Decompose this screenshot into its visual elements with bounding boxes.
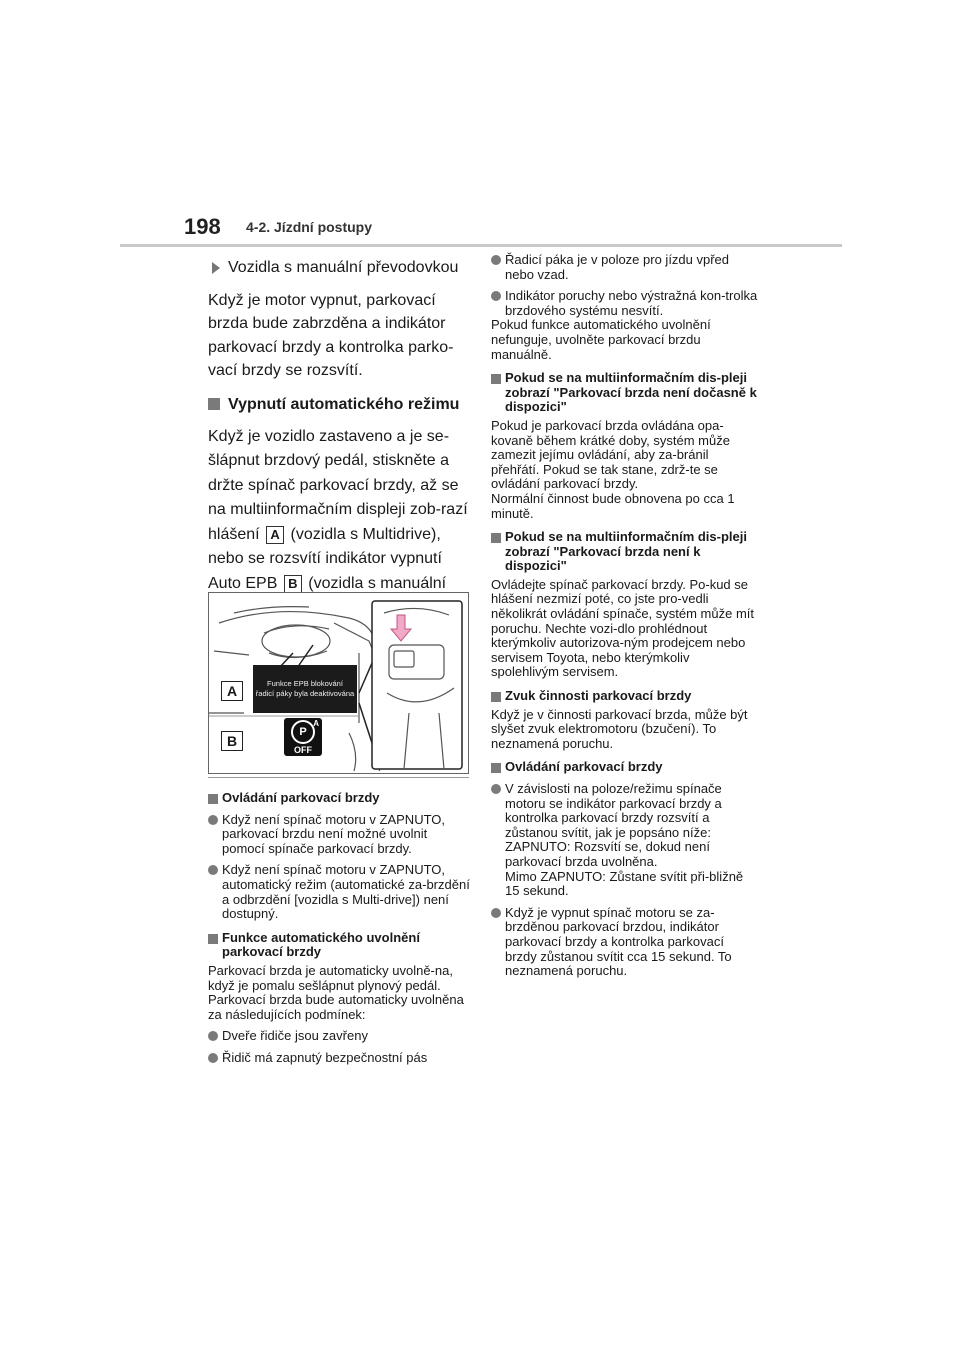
message-line: Funkce EPB blokování xyxy=(267,679,343,688)
list-item xyxy=(491,289,759,318)
heading-text: Zvuk činnosti parkovací brzdy xyxy=(505,688,692,704)
round-bullet-icon xyxy=(491,255,501,265)
round-bullet-icon xyxy=(491,784,501,794)
round-bullet-icon xyxy=(208,1053,218,1063)
paragraph-part: (vozidla s Multidrive), nebo se rozsvítí indikátor vypnutí Auto EPB xyxy=(208,525,442,592)
list-item xyxy=(208,1051,470,1066)
list-item-text: Když je vypnut spínač motoru se za-brzděnou parkovací brzdou, indikátor parkovací brzdy a kontrolka parkovací brzdy zůstanou svítit cca 15 sekund. To neznamená poruchu. xyxy=(505,904,732,979)
figure-label-a: A xyxy=(221,681,243,701)
list-item-text: Dveře řidiče jsou zavřeny xyxy=(222,1028,368,1044)
paragraph: Parkovací brzda je automaticky uvolně-na, když je pomalu sešlápnut plynový pedál. Parkovací brzda bude automaticky uvolněna za následujících podmínek: xyxy=(208,962,464,1022)
page-number: 198 xyxy=(184,214,221,239)
list-item-text: Indikátor poruchy nebo výstražná kon-trolka brzdového systému nesvítí. xyxy=(505,288,758,318)
square-bullet-icon xyxy=(208,934,218,944)
icon-text: OFF xyxy=(294,745,312,755)
label-b-marker: B xyxy=(284,575,302,593)
round-bullet-icon xyxy=(208,1031,218,1041)
left-column xyxy=(208,256,470,621)
figure-label-b: B xyxy=(221,731,243,751)
auto-epb-off-icon xyxy=(284,718,322,756)
dashboard-illustration xyxy=(208,592,469,774)
list-item-text: Řidič má zapnutý bezpečnostní pás xyxy=(222,1049,428,1065)
section-title: 4-2. Jízdní postupy xyxy=(246,219,373,235)
paragraph: Pokud je parkovací brzda ovládána opa-kovaně během krátké doby, systém může zamezit jejímu ovládání, aby za-bránil přehřátí. Pokud se tak stane, zdrž-te se ovládání parkovací brzdy. Normální činnost bude obnovena po cca 1 minutě. xyxy=(491,417,735,521)
icon-letter: P xyxy=(291,720,315,744)
heading-text: Ovládání parkovací brzdy xyxy=(222,790,380,805)
left-lower-column xyxy=(208,782,470,1066)
section-heading xyxy=(491,371,759,415)
right-column xyxy=(491,253,759,979)
heading-text: Pokud se na multiinformačním dis-pleji zobrazí "Parkovací brzda není dočasně k dispozici" xyxy=(505,370,757,415)
square-bullet-icon xyxy=(491,692,501,702)
square-bullet-icon xyxy=(491,533,501,543)
figure-divider xyxy=(208,777,469,778)
paragraph: Ovládejte spínač parkovací brzdy. Po-kud se hlášení nezmizí poté, co jste pro-vedli několikrát ovládání spínače, systém může mít poruchu. Nechte vozi-dlo prohlédnout kterýmkoliv autorizova-ným prodejcem nebo servisem Toyota, nebo kterýmkoliv spolehlivým servisem. xyxy=(491,576,755,680)
section-heading xyxy=(208,791,470,806)
arrow-item xyxy=(208,256,470,280)
header-divider xyxy=(120,244,842,247)
square-bullet-icon xyxy=(208,398,220,410)
section-heading xyxy=(208,931,470,960)
round-bullet-icon xyxy=(491,908,501,918)
section-heading xyxy=(208,393,470,416)
list-item xyxy=(208,813,470,857)
section-heading xyxy=(491,760,759,775)
list-item xyxy=(491,782,759,899)
message-line: řadicí páky byla deaktivována xyxy=(255,689,355,698)
paragraph: Pokud funkce automatického uvolnění nefunguje, uvolněte parkovací brzdu manuálně. xyxy=(491,317,711,362)
paragraph-part: (vozidla s manuální xyxy=(308,574,447,592)
list-item-text: Když není spínač motoru v ZAPNUTO, automatický režim (automatické za-brzdění a odbrzdění [vozidla s Multi-drive]) není dostupný. xyxy=(222,862,470,922)
section-heading xyxy=(491,689,759,704)
round-bullet-icon xyxy=(208,865,218,875)
heading-text: Vypnutí automatického režimu xyxy=(228,395,460,413)
list-item-text: Řadicí páka je v poloze pro jízdu vpřed nebo vzad. xyxy=(505,252,730,282)
square-bullet-icon xyxy=(208,794,218,804)
round-bullet-icon xyxy=(491,291,501,301)
list-item-text: V závislosti na poloze/režimu spínače motoru se indikátor parkovací brzdy a kontrolka parkovací brzdy rozsvítí a zůstanou svítit, jak je popsáno níže: ZAPNUTO: Rozsvítí se, dokud není parkovací brzda uvolněna. Mimo ZAPNUTO: Zůstane svítit při-bližně 15 sekund. xyxy=(505,781,744,899)
heading-text: Funkce automatického uvolnění parkovací brzdy xyxy=(222,929,420,960)
paragraph: Když je v činnosti parkovací brzda, může být slyšet zvuk elektromotoru (bzučení). To neznamená poruchu. xyxy=(491,706,748,751)
arrow-right-icon xyxy=(212,262,220,274)
icon-corner-letter: A xyxy=(313,719,319,728)
paragraph: Když je motor vypnut, parkovací brzda bude zabrzděna a indikátor parkovací brzdy a kontrolka parko-vací brzdy se rozsvítí. xyxy=(208,291,454,379)
list-item-text: Když není spínač motoru v ZAPNUTO, parkovací brzdu není možné uvolnit pomocí spínače parkovací brzdy. xyxy=(222,811,446,856)
list-item xyxy=(491,906,759,979)
paragraph-part: Když je vozidlo zastaveno a je se-šlápnut brzdový pedál, stiskněte a držte spínač parkovací brzdy, až se na multiinformačním displeji zob-razí hlášení xyxy=(208,427,468,543)
square-bullet-icon xyxy=(491,763,501,773)
square-bullet-icon xyxy=(491,374,501,384)
round-bullet-icon xyxy=(208,815,218,825)
list-item xyxy=(208,1029,470,1044)
section-heading xyxy=(491,530,759,574)
heading-text: Ovládání parkovací brzdy xyxy=(505,759,663,775)
list-item xyxy=(208,863,470,921)
heading-text: Pokud se na multiinformačním dis-pleji zobrazí "Parkovací brzda není k dispozici" xyxy=(505,529,747,574)
display-message xyxy=(253,665,357,713)
list-item xyxy=(491,253,759,282)
arrow-item-text: Vozidla s manuální převodovkou xyxy=(228,259,459,276)
label-a-marker: A xyxy=(266,526,284,544)
